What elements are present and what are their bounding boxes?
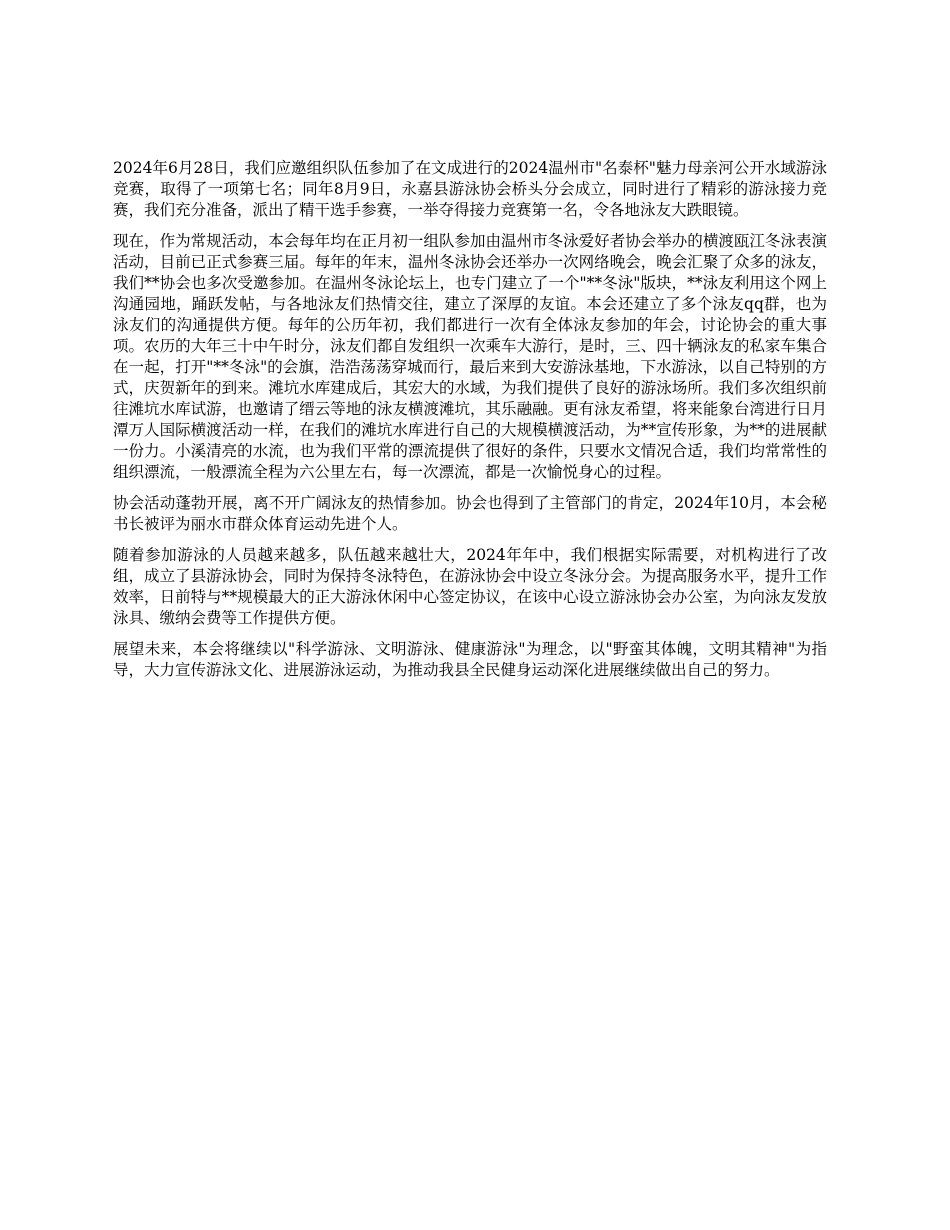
- paragraph-reorganization: 随着参加游泳的人员越来越多，队伍越来越壮大，2024年年中，我们根据实际需要，对机构进行了改组，成立了县游泳协会，同时为保持冬泳特色，在游泳协会中设立冬泳分会。为提高服务水平，提升工作效率，日前特与**规模最大的正大游泳休闲中心签定协议，在该中心设立游泳协会办公室，为向泳友发放泳具、缴纳会费等工作提供方便。: [113, 546, 827, 627]
- paragraph-outlook: 展望未来，本会将继续以"科学游泳、文明游泳、健康游泳"为理念，以"野蛮其体魄，文明其精神"为指导，大力宣传游泳文化、进展游泳运动，为推动我县全民健身运动深化进展继续做出自己的努力。: [113, 640, 827, 679]
- paragraph-regular-activities: 现在，作为常规活动，本会每年均在正月初一组队参加由温州市冬泳爱好者协会举办的横渡瓯江冬泳表演活动，目前已正式参赛三届。每年的年末，温州冬泳协会还举办一次网络晚会，晚会汇聚了众多的泳友，我们**协会也多次受邀参加。在温州冬泳论坛上，也专门建立了一个"**冬泳"版块，**泳友利用这个网上沟通园地，踊跃发帖，与各地泳友们热情交往，建立了深厚的友谊。本会还建立了多个泳友qq群，也为泳友们的沟通提供方便。每年的公历年初，我们都进行一次有全体泳友参加的年会，讨论协会的重大事项。农历的大年三十中午时分，泳友们都自发组织一次乘车大游行，是时，三、四十辆泳友的私家车集合在一起，打开"**冬泳"的会旗，浩浩荡荡穿城而行，最后来到大安游泳基地，下水游泳，以自己特别的方式，庆贺新年的到来。滩坑水库建成后，其宏大的水域，为我们提供了良好的游泳场所。我们多次组织前往滩坑水库试游，也邀请了缙云等地的泳友横渡滩坑，其乐融融。更有泳友希望，将来能象台湾进行日月潭万人国际横渡活动一样，在我们的滩坑水库进行自己的大规模横渡活动，为**宣传形象，为**的进展献一份力。小溪清亮的水流，也为我们平常的漂流提供了很好的条件，只要水文情况合适，我们均常常性的组织漂流，一般漂流全程为六公里左右，每一次漂流，都是一次愉悦身心的过程。: [113, 232, 827, 481]
- paragraph-competition-results: 2024年6月28日，我们应邀组织队伍参加了在文成进行的2024温州市"名泰杯"魅力母亲河公开水域游泳竞赛，取得了一项第七名；同年8月9日，永嘉县游泳协会桥头分会成立，同时进行了精彩的游泳接力竞赛，我们充分准备，派出了精干选手参赛，一举夺得接力竞赛第一名，令各地泳友大跌眼镜。: [113, 159, 827, 219]
- document-body: [113, 158, 827, 691]
- paragraph-recognition: 协会活动蓬勃开展，离不开广阔泳友的热情参加。协会也得到了主管部门的肯定，2024年10月，本会秘书长被评为丽水市群众体育运动先进个人。: [113, 494, 827, 533]
